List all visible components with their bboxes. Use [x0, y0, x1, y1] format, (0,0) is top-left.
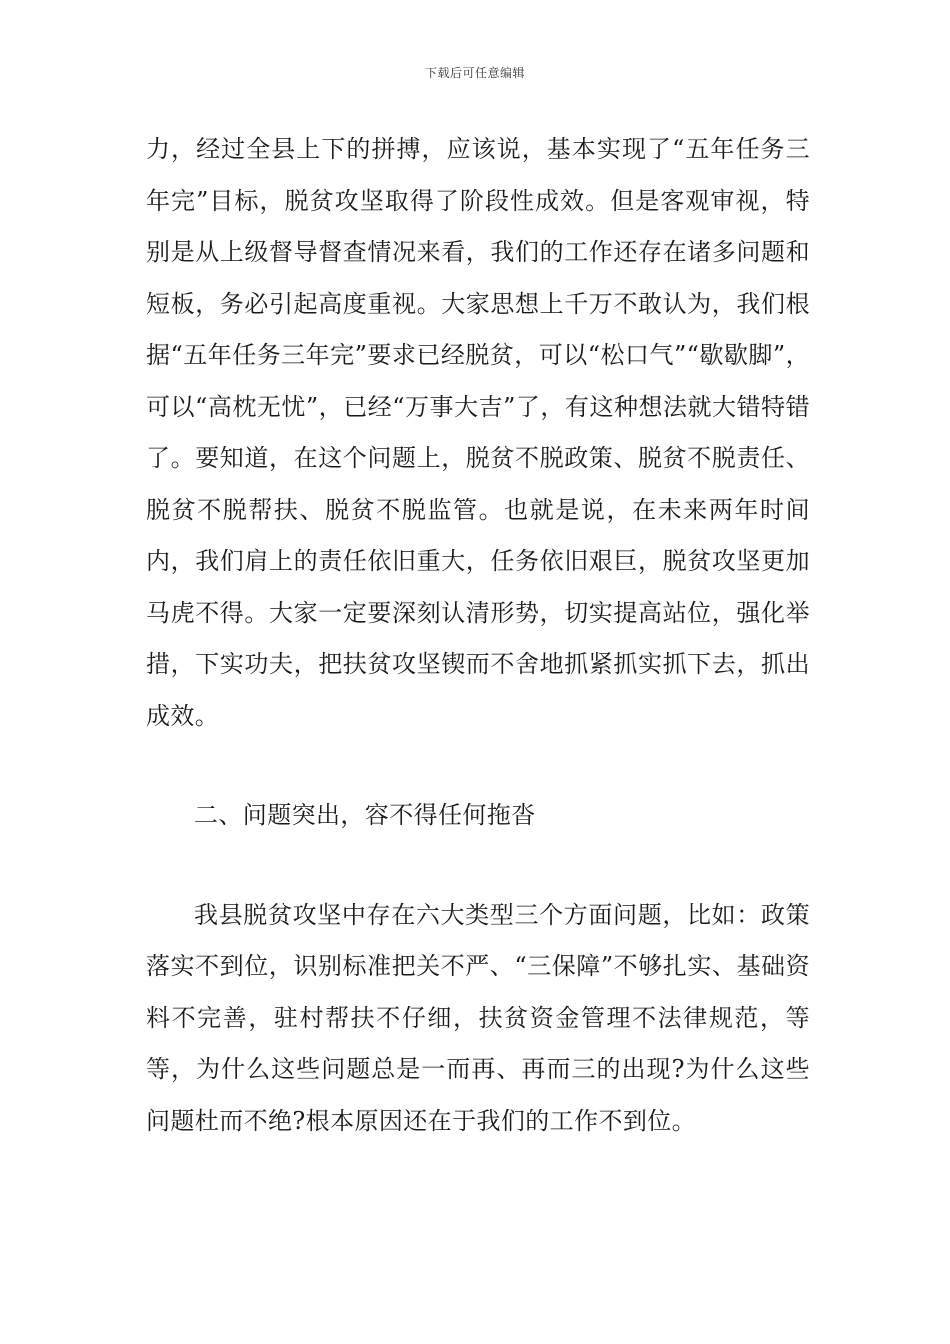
paragraph-gap	[146, 842, 810, 890]
paragraph-1: 力，经过全县上下的拼搏，应该说，基本实现了“五年任务三年完”目标，脱贫攻坚取得了阶段性成效。但是客观审视，特别是从上级督导督查情况来看，我们的工作还存在诸多问题和短板，务必引起高度重视。大家思想上千万不敢认为，我们根据“五年任务三年完”要求已经脱贫，可以“松口气”“歇歇脚”，可以“高枕无忧”，已经“万事大吉”了，有这种想法就大错特错了。要知道，在这个问题上，脱贫不脱政策、脱贫不脱责任、脱贫不脱帮扶、脱贫不脱监管。也就是说，在未来两年时间内，我们肩上的责任依旧重大，任务依旧艰巨，脱贫攻坚更加马虎不得。大家一定要深刻认清形势，切实提高站位，强化举措，下实功夫，把扶贫攻坚锲而不舍地抓紧抓实抓下去，抓出成效。	[146, 135, 810, 730]
document-body	[146, 124, 810, 1147]
page-header: 下载后可任意编辑	[424, 66, 525, 80]
section-heading: 二、问题突出，容不得任何拖沓	[194, 801, 536, 829]
paragraph-gap	[146, 742, 810, 790]
paragraph-2: 我县脱贫攻坚中存在六大类型三个方面问题，比如：政策落实不到位，识别标准把关不严、“三保障”不够扎实、基础资料不完善，驻村帮扶不仔细，扶贫资金管理不法律规范，等等，为什么这些问题总是一而再、再而三的出现?为什么这些问题杜而不绝?根本原因还在于我们的工作不到位。	[146, 900, 810, 1135]
